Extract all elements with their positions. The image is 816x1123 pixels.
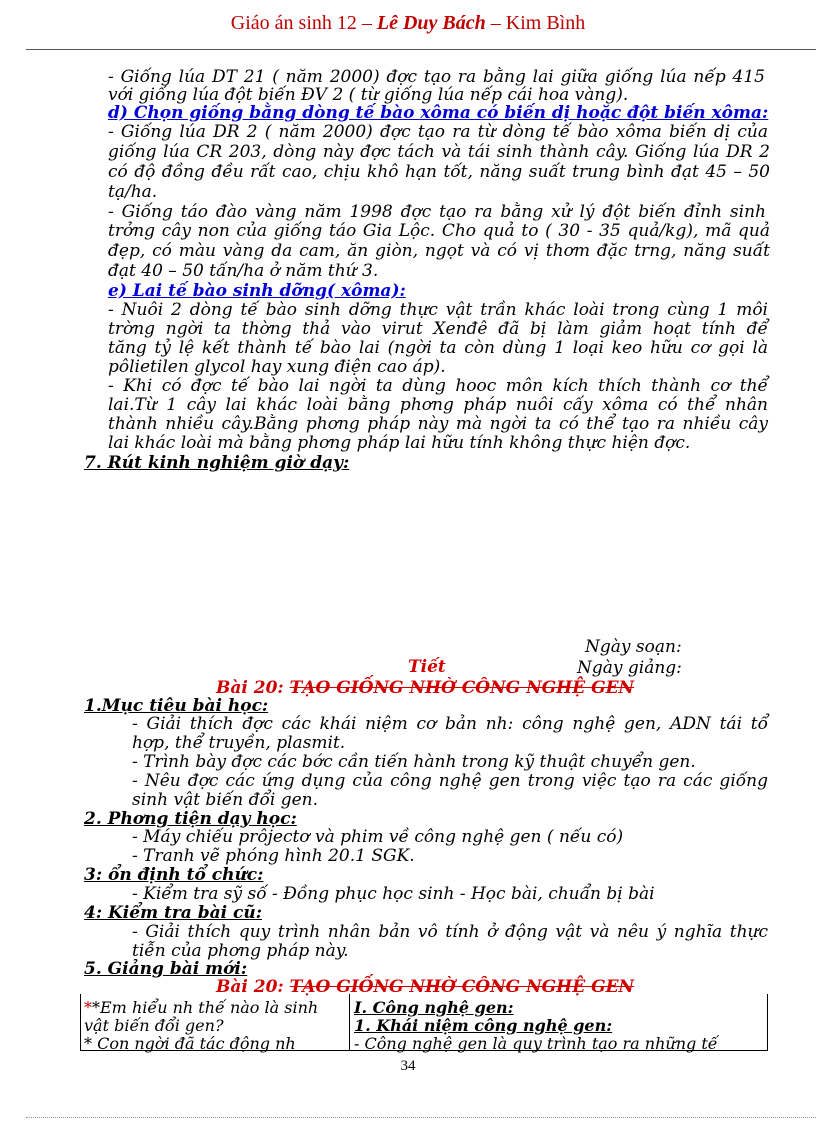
- body-line: tiễn của phơng pháp này.: [132, 941, 349, 961]
- body-line: - Trình bày đợc các bớc cần tiến hành trong kỹ thuật chuyển gen.: [132, 752, 696, 772]
- body-line: hợp, thể truyền, plasmit.: [132, 733, 346, 753]
- header-author: Lê Duy Bách: [376, 12, 486, 34]
- lesson-title: [216, 679, 634, 697]
- body-line: tăng tỷ lệ kết thành tế bào lai (ngời ta còn dùng 1 loại keo hữu cơ gọi là: [108, 338, 768, 358]
- body-line: - Kiểm tra sỹ số - Đồng phục học sinh - Học bài, chuẩn bị bài: [132, 884, 655, 904]
- table-cell-right-heading: I. Công nghệ gen:: [354, 998, 514, 1017]
- footer-rule: [26, 1117, 816, 1118]
- ngay-giang-label: Ngày giảng:: [577, 658, 682, 678]
- lesson-number: Bài 20:: [216, 977, 284, 997]
- table-column-divider: [349, 994, 350, 1050]
- table-cell-right: - Công nghệ gen là quy trình tạo ra những tế: [354, 1034, 718, 1053]
- body-line: - Giống táo đào vàng năm 1998 đợc tạo ra bằng xử lý đột biến đỉnh sinh: [108, 202, 766, 222]
- body-line: - Nuôi 2 dòng tế bào sinh dỡng thực vật trần khác loài trong cùng 1 môi: [108, 300, 768, 320]
- body-line: - Giải thích quy trình nhân bản vô tính ở động vật và nêu ý nghĩa thực: [132, 922, 768, 942]
- table-cell-left: * Con ngời đã tác động nh: [84, 1034, 296, 1053]
- body-line: - Khi có đợc tế bào lai ngời ta dùng hooc môn kích thích thành cơ thể: [108, 376, 768, 396]
- table-cell-left: vật biến đổi gen?: [84, 1016, 224, 1035]
- table-cell-left: [84, 999, 318, 1017]
- table-text: *Em hiểu nh thế nào là sinh: [92, 998, 319, 1017]
- page-header: [0, 12, 816, 35]
- body-line: sinh vật biến đổi gen.: [132, 790, 318, 810]
- section-heading-e: e) Lai tế bào sinh dỡng( xôma):: [108, 281, 406, 301]
- body-line: đạt 40 – 50 tấn/ha ở năm thứ 3.: [108, 261, 379, 281]
- section-heading-3: 3: ổn định tổ chức:: [84, 865, 264, 885]
- tiet-label: Tiết: [408, 657, 446, 677]
- section-heading-4: 4: Kiểm tra bài cũ:: [84, 903, 262, 923]
- lesson-number: Bài 20:: [216, 678, 284, 698]
- ngay-soan-label: Ngày soạn:: [585, 637, 682, 657]
- body-line: đẹp, có màu vàng da cam, ăn giòn, ngọt và có vị thơm đặc trng, năng suất: [108, 241, 770, 261]
- body-line: lai khác loài mà bằng phơng pháp lai hữu tính không thực hiện đợc.: [108, 433, 691, 453]
- body-line: - Tranh vẽ phóng hình 20.1 SGK.: [132, 846, 415, 866]
- body-line: lai.Từ 1 cây lai khác loài bằng phơng pháp nuôi cấy xôma có thể nhân: [108, 395, 768, 415]
- lesson-title-text: TẠO GIỐNG NHỜ CÔNG NGHỆ GEN: [289, 678, 635, 698]
- section-heading-5: 5. Giảng bài mới:: [84, 959, 248, 979]
- header-prefix: Giáo án sinh 12 –: [230, 12, 372, 34]
- body-line: - Nêu đợc các ứng dụng của công nghệ gen trong việc tạo ra các giống: [132, 771, 768, 791]
- header-suffix: – Kim Bình: [490, 12, 586, 34]
- section-heading-1: 1.Mục tiêu bài học:: [84, 696, 269, 716]
- section-heading-2: 2. Phơng tiện dạy học:: [84, 809, 297, 829]
- lesson-title-text: TẠO GIỐNG NHỜ CÔNG NGHỆ GEN: [289, 977, 635, 997]
- body-line: trờng ngời ta thờng thả vào virut Xenđê đã bị làm giảm hoạt tính để: [108, 319, 768, 339]
- body-line: - Giống lúa DT 21 ( năm 2000) đợc tạo ra bằng lai giữa giống lúa nếp 415: [108, 67, 765, 87]
- section-heading-d: d) Chọn giống bằng dòng tế bào xôma có biến dị hoặc đột biến xôma:: [108, 103, 769, 123]
- body-line: với giống lúa đột biến ĐV 2 ( từ giống lúa nếp cái hoa vàng).: [108, 85, 629, 105]
- asterisk: *: [84, 998, 92, 1017]
- section-heading-7: 7. Rút kinh nghiệm giờ dạy:: [84, 453, 350, 473]
- page-number: 34: [400, 1058, 416, 1074]
- body-line: giống lúa CR 203, dòng này đợc tách và tái sinh thành cây. Giống lúa DR 2: [108, 142, 770, 162]
- header-rule: [26, 49, 816, 50]
- body-line: thành nhiều cây.Bằng phơng pháp này mà ngời ta có thể tạo ra nhiều cây: [108, 414, 768, 434]
- body-line: - Giống lúa DR 2 ( năm 2000) đợc tạo ra từ dòng tế bào xôma biến dị của: [108, 122, 768, 142]
- body-line: có độ đồng đều rất cao, chịu khô hạn tốt, năng suất trung bình đạt 45 – 50: [108, 162, 770, 182]
- body-line: pôlietilen glycol hay xung điện cao áp).: [108, 357, 446, 377]
- body-line: - Máy chiếu prôjectơ và phim về công nghệ gen ( nếu có): [132, 827, 624, 847]
- body-line: trởng cây non của giống táo Gia Lộc. Cho quả to ( 30 - 35 quả/kg), mã quả: [108, 221, 770, 241]
- body-line: tạ/ha.: [108, 182, 158, 202]
- table-cell-right-subheading: 1. Khái niệm công nghệ gen:: [354, 1016, 613, 1035]
- body-line: - Giải thích đợc các khái niệm cơ bản nh: công nghệ gen, ADN tái tổ: [132, 714, 768, 734]
